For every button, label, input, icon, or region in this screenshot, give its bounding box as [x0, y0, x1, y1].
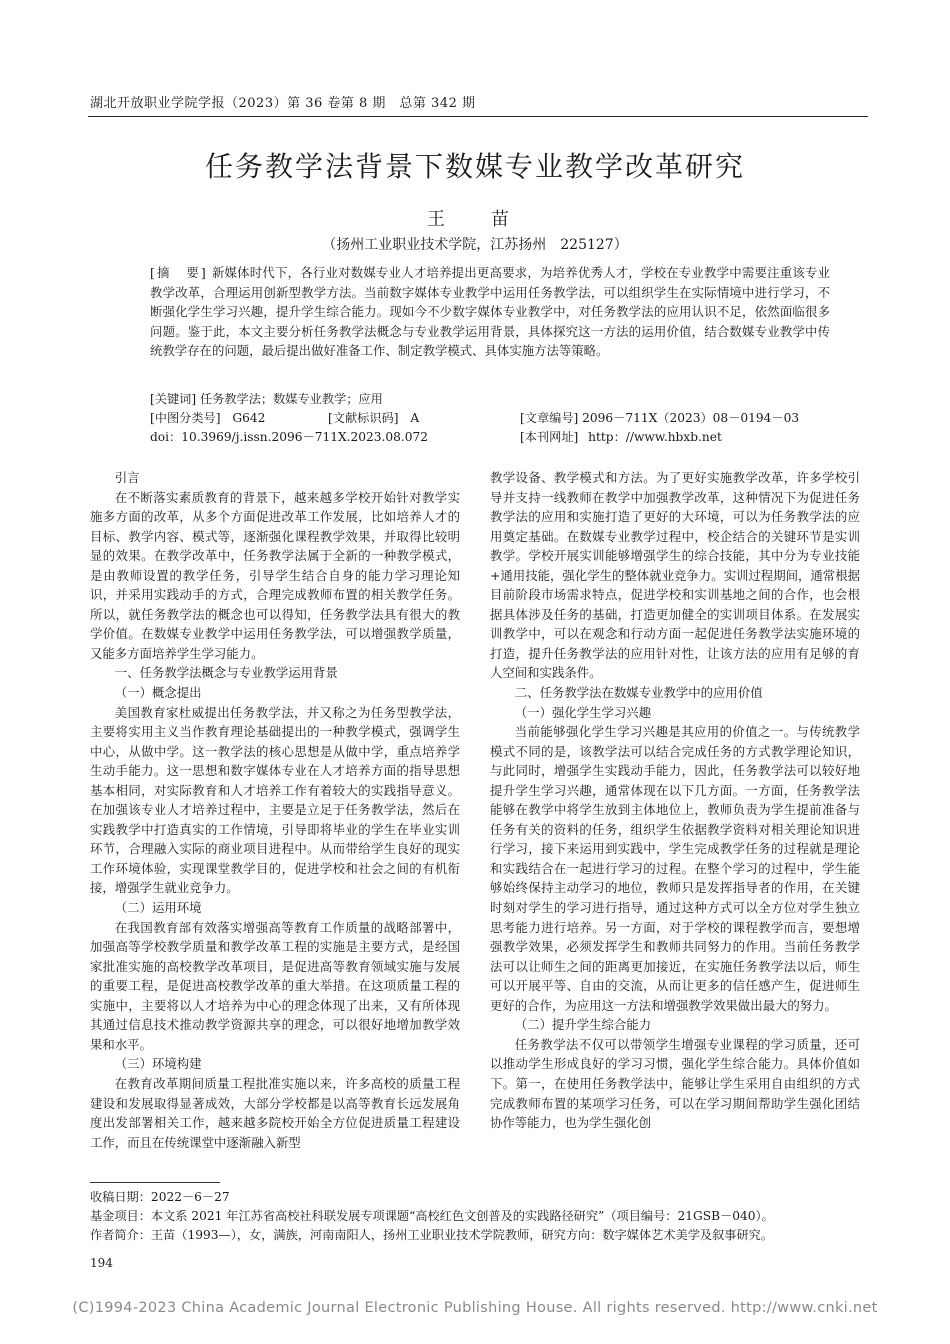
subsection-heading: （一）强化学生学习兴趣: [514, 704, 652, 720]
doc-code: [328, 409, 419, 426]
section-heading: 引言: [114, 470, 140, 485]
doc-code-value: A: [410, 411, 420, 425]
website-value: http：//www.hbxb.net: [588, 430, 722, 444]
affiliation: （扬州工业职业技术学院，江苏扬州 225127）: [322, 237, 628, 253]
paragraph: 任务教学法不仅可以带领学生增强专业课程的学习质量，还可以推动学生形成良好的学习习惯，强化学生综合能力。具体价值如下。第一，在使用任务教学法中，能够让学生采用自由组织的方式完成教师布置的某项学习任务，可以在学习期间帮助学生强化团结协作等能力，也为学生强化创: [490, 1036, 860, 1131]
doi: doi：10.3969/j.issn.2096－711X.2023.08.072: [150, 430, 429, 444]
doc-code-label: [文献标识码]: [328, 411, 399, 425]
body-column-right: [490, 468, 860, 1133]
classification-value: G642: [232, 411, 266, 425]
keywords-text: 任务教学法；数媒专业教学；应用: [199, 392, 383, 406]
section-heading: 一、任务教学法概念与专业教学运用背景: [114, 665, 338, 681]
header-rule: [88, 116, 868, 117]
keywords: [150, 390, 383, 407]
author: 王 苗: [427, 209, 523, 230]
footnotes: [90, 1188, 870, 1245]
fund-note: 基金项目：本文系 2021 年江苏省高校社科联发展专项课题“高校红色文创普及的实践路径研究”（项目编号：21GSB－040）。: [90, 1209, 774, 1223]
subsection-heading: （二）提升学生综合能力: [514, 1017, 652, 1033]
subsection-heading: （一）概念提出: [114, 685, 202, 701]
copyright-watermark: (C)1994-2023 China Academic Journal Electronic Publishing House. All rights reserved. http://www.cnki.net: [72, 1300, 878, 1316]
paper-title: 任务教学法背景下数媒专业教学改革研究: [204, 150, 745, 183]
footnote-rule: [90, 1182, 220, 1183]
classification: [150, 409, 265, 426]
keywords-label: [关键词]: [150, 392, 197, 406]
author-bio: 作者简介：王苗（1993—），女，满族，河南南阳人，扬州工业职业技术学院教师，研究方向：数字媒体艺术美学及叙事研究。: [90, 1228, 774, 1242]
subsection-heading: （二）运用环境: [114, 900, 202, 916]
paragraph: 在我国教育部有效落实增强高等教育工作质量的战略部署中，加强高等学校教学质量和教学改革工程的实施是主要方式，是经国家批准实施的高校教学改革项目，是促进高等教育领域实施与发展的重要工程，是促进高校教学改革的重大举措。在这项质量工程的实施中，主要将以人才培养为中心的理念体现了出来，又有所体现其通过信息技术推动教学资源共享的理念，可以很好地增加教学效果和水平。: [90, 919, 460, 1052]
article-number: [520, 409, 799, 426]
received-date: 收稿日期：2022－6－27: [90, 1190, 230, 1204]
paragraph-continued: 教学设备、教学模式和方法。为了更好实施教学改革，许多学校引导并支持一线教师在教学中加强教学改革，这种情况下为促进任务教学法的应用和实施打造了更好的大环境，可以为任务教学法的应用奠定基础。在数媒专业教学过程中，校企结合的关键环节是实训教学。学校开展实训能够增强学生的综合技能，其中分为专业技能+通用技能，强化学生的整体就业竞争力。实训过程期间，通常根据目前阶段市场需求特点，促进学校和实训基地之间的合作，也会根据具体涉及任务的基础，打造更加健全的实训项目体系。在发展实训教学中，可以在观念和行动方面一起促进任务教学法实施环境的打造，提升任务教学法的应用针对性，让该方法的应用有足够的育人空间和实践条件。: [490, 470, 860, 681]
paragraph: 在不断落实素质教育的背景下，越来越多学校开始针对教学实施多方面的改革，从多个方面促进改革工作发展，比如培养人才的目标、教学内容、模式等，逐渐强化课程教学效果，并取得比较明显的效果。在教学改革中，任务教学法属于全新的一种教学模式，是由教师设置的教学任务，引导学生结合自身的能力学习理论知识，并采用实践动手的方式，合理完成教师布置的相关教学任务。所以，就任务教学法的概念也可以得知，任务教学法具有很大的教学价值。在数媒专业教学中运用任务教学法，可以增强教学质量，又能多方面培养学生学习能力。: [90, 489, 460, 661]
website: [520, 428, 722, 445]
website-label: [本刊网址]: [520, 430, 579, 444]
body-column-left: [90, 468, 460, 1152]
classification-label: [中图分类号]: [150, 411, 221, 425]
page-number: 194: [90, 1256, 113, 1270]
abstract-label: [摘 要]: [150, 265, 208, 280]
subsection-heading: （三）环境构建: [114, 1056, 202, 1072]
paragraph: 在教育改革期间质量工程批准实施以来，许多高校的质量工程建设和发展取得显著成效，大部分学校都是以高等教育长远发展角度出发部署相关工作，越来越多院校开始全方位促进质量工程建设工作，而且在传统课堂中逐渐融入新型: [90, 1075, 460, 1150]
article-number-label: [文章编号]: [520, 411, 579, 425]
paragraph: 美国教育家杜威提出任务教学法，并又称之为任务型教学法，主要将实用主义当作教育理论基础提出的一种教学模式，强调学生中心，从做中学。这一教学法的核心思想是从做中学，重点培养学生动手能力。这一思想和数字媒体专业在人才培养方面的指导思想基本相同，对实际教育和人才培养工作有着较大的实践指导意义。在加强该专业人才培养过程中，主要是立足于任务教学法，然后在实践教学中打造真实的工作情境，引导即将毕业的学生在毕业实训环节，合理融入实际的商业项目进程中。从而带给学生良好的现实工作环境体验，实现课堂教学目的，促进学校和社会之间的有机衔接，增强学生就业竞争力。: [90, 704, 460, 896]
journal-header: 湖北开放职业学院学报（2023）第 36 卷第 8 期 总第 342 期: [90, 96, 476, 111]
abstract: [150, 263, 830, 361]
abstract-text: 新媒体时代下，各行业对数媒专业人才培养提出更高要求，为培养优秀人才，学校在专业教学中需要注重该专业教学改革，合理运用创新型教学方法。当前数字媒体专业教学中运用任务教学法，可以组织学生在实际情境中进行学习，不断强化学生学习兴趣，提升学生综合能力。现如今不少数字媒体专业教学中，对任务教学法的应用认识不足，依然面临很多问题。鉴于此，本文主要分析任务教学法概念与专业教学运用背景，具体探究这一方法的运用价值，结合数媒专业教学中传统教学存在的问题，最后提出做好准备工作、制定教学模式、具体实施方法等策略。: [150, 265, 831, 359]
section-heading: 二、任务教学法在数媒专业教学中的应用价值: [514, 685, 763, 701]
article-number-value: 2096－711X（2023）08－0194－03: [582, 411, 800, 425]
paragraph: 当前能够强化学生学习兴趣是其应用的价值之一。与传统教学模式不同的是，该教学法可以结合完成任务的方式教学理论知识，与此同时，增强学生实践动手能力，因此，任务教学法可以较好地提升学生学习兴趣，通常体现在以下几方面。一方面，任务教学法能够在教学中将学生放到主体地位上，教师负责为学生提前准备与任务有关的资料的任务，组织学生依据教学资料对相关理论知识进行学习，接下来运用到实践中，学生完成教学任务的过程就是理论和实践结合在一起进行学习的过程。在整个学习的过程中，学生能够始终保持主动学习的地位，教师只是发挥指导者的作用，在关键时刻对学生的学习进行指导，通过这种方式可以全方位对学生独立思考能力进行培养。另一方面，对于学校的课程教学而言，要想增强教学效果，必须发挥学生和教师共同努力的作用。当前任务教学法可以让师生之间的距离更加接近，在实施任务教学法以后，师生可以开展平等、自由的交流，从而让更多的信任感产生，促进师生更好的合作，为应用这一方法和增强教学效果做出最大的努力。: [490, 724, 860, 1013]
